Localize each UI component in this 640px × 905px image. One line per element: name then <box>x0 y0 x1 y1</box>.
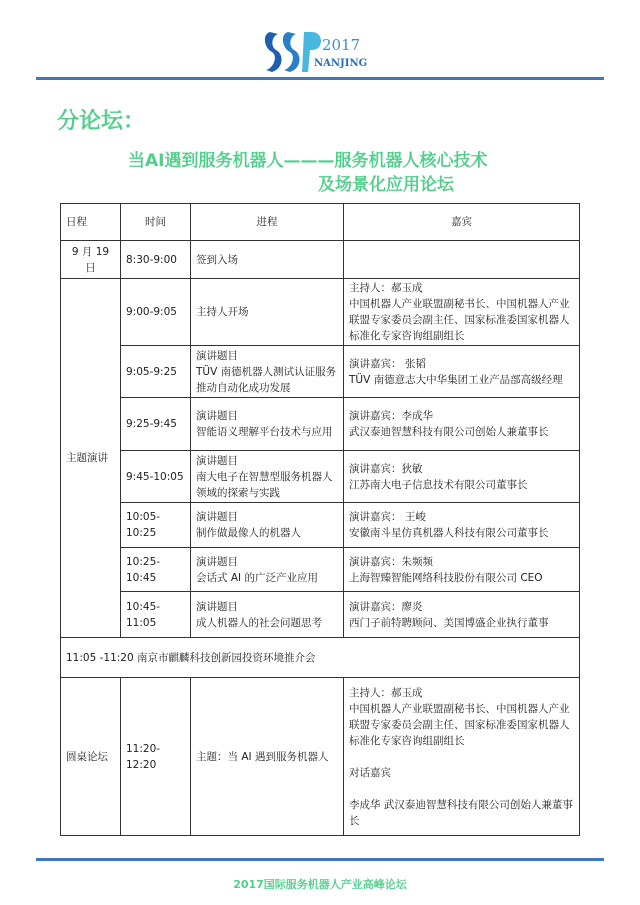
guest-cell <box>344 241 580 279</box>
table-row <box>61 346 580 398</box>
item-cell: 演讲题目 成人机器人的社会问题思考 <box>191 592 344 638</box>
session-label: 主题演讲 <box>61 279 121 638</box>
header-rule <box>36 77 604 80</box>
table-row <box>61 398 580 451</box>
svg-text:2017: 2017 <box>322 36 361 54</box>
item-cell: 主题：当 AI 遇到服务机器人 <box>191 678 344 836</box>
table-row <box>61 592 580 638</box>
header-time: 时间 <box>121 204 191 241</box>
schedule-table <box>60 203 580 836</box>
time-cell: 9:45-10:05 <box>121 451 191 503</box>
time-cell: 10:45-11:05 <box>121 592 191 638</box>
item-cell: 演讲题目 TÜV 南德机器人测试认证服务推动自动化成功发展 <box>191 346 344 398</box>
forum-title-line2: 及场景化应用论坛 <box>318 175 454 195</box>
header-item: 进程 <box>191 204 344 241</box>
day-cell: 9 月 19 日 <box>61 241 121 279</box>
guest-cell: 演讲嘉宾： 王峻 安徽南斗星仿真机器人科技有限公司董事长 <box>344 503 580 548</box>
time-cell: 10:25-10:45 <box>121 548 191 592</box>
table-row <box>61 503 580 548</box>
table-row <box>61 548 580 592</box>
item-cell: 主持人开场 <box>191 279 344 346</box>
item-cell: 演讲题目 南大电子在智慧型服务机器人领域的探索与实践 <box>191 451 344 503</box>
time-cell: 9:05-9:25 <box>121 346 191 398</box>
section-title: 分论坛： <box>57 109 146 134</box>
item-cell: 演讲题目 会话式 AI 的广泛产业应用 <box>191 548 344 592</box>
header-day: 日程 <box>61 204 121 241</box>
item-cell: 演讲题目 制作做最像人的机器人 <box>191 503 344 548</box>
footer-rule <box>36 858 604 861</box>
guest-cell: 主持人：郝玉成 中国机器人产业联盟副秘书长、中国机器人产业联盟专家委员会副主任、国家标准委国家机器人标准化专家咨询组副组长 <box>344 279 580 346</box>
svg-text:NANJING: NANJING <box>314 58 368 69</box>
guest-cell: 演讲嘉宾：李成华 武汉泰迪智慧科技有限公司创始人兼董事长 <box>344 398 580 451</box>
ssr-2017-nanjing-logo <box>262 28 372 74</box>
table-row <box>61 241 580 279</box>
time-cell: 11:20-12:20 <box>121 678 191 836</box>
guest-cell: 演讲嘉宾： 张韬 TÜV 南德意志大中华集团工业产品部高级经理 <box>344 346 580 398</box>
time-cell: 9:25-9:45 <box>121 398 191 451</box>
break-time: 11:05 -11:20 <box>66 651 134 664</box>
break-cell <box>61 638 580 678</box>
table-row <box>61 451 580 503</box>
time-cell: 9:00-9:05 <box>121 279 191 346</box>
time-cell: 8:30-9:00 <box>121 241 191 279</box>
session-label: 圆桌论坛 <box>61 678 121 836</box>
header-guest: 嘉宾 <box>344 204 580 241</box>
forum-title-line1: 当AI遇到服务机器人———服务机器人核心技术 <box>128 151 488 171</box>
table-row <box>61 279 580 346</box>
guest-cell: 主持人：郝玉成 中国机器人产业联盟副秘书长、中国机器人产业联盟专家委员会副主任、国家标准委国家机器人标准化专家咨询组副组长 对话嘉宾 李成华 武汉泰迪智慧科技有限公司创始人兼董事长 <box>344 678 580 836</box>
footer-text: 2017国际服务机器人产业高峰论坛 <box>233 878 407 891</box>
table-header-row <box>61 204 580 241</box>
time-cell: 10:05-10:25 <box>121 503 191 548</box>
guest-cell: 演讲嘉宾：廖炎 西门子前特聘顾问、美国博盛企业执行董事 <box>344 592 580 638</box>
item-cell: 签到入场 <box>191 241 344 279</box>
roundtable-row <box>61 678 580 836</box>
break-item: 南京市麒麟科技创新园投资环境推介会 <box>137 651 316 664</box>
break-row <box>61 638 580 678</box>
item-cell: 演讲题目 智能语义理解平台技术与应用 <box>191 398 344 451</box>
guest-cell: 演讲嘉宾：狄敏 江苏南大电子信息技术有限公司董事长 <box>344 451 580 503</box>
guest-cell: 演讲嘉宾：朱频频 上海智臻智能网络科技股份有限公司 CEO <box>344 548 580 592</box>
